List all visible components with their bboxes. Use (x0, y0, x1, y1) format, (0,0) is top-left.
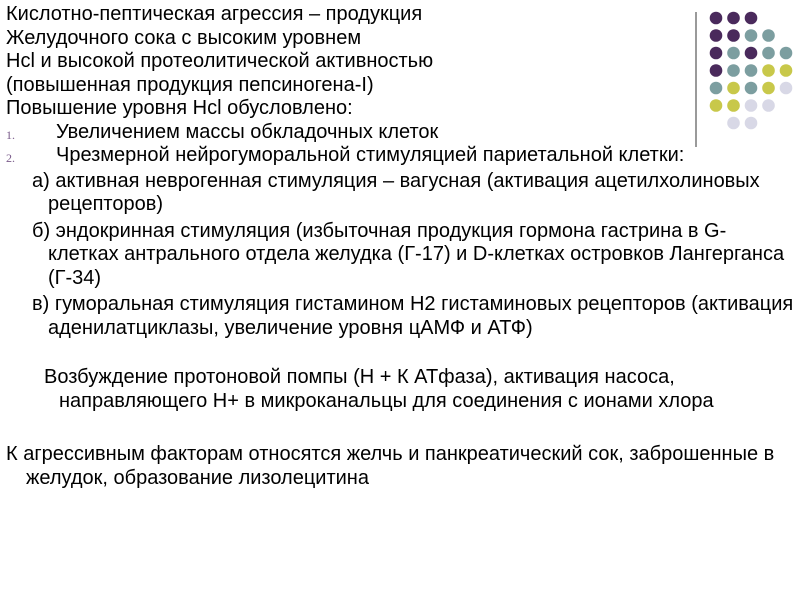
decorative-dot (780, 64, 793, 77)
list-number: 1. (6, 127, 15, 142)
intro-line: (повышенная продукция пепсиногена-I) (6, 73, 374, 96)
decorative-dot (710, 47, 723, 60)
list-number: 2. (6, 151, 15, 165)
decorative-dot (762, 47, 775, 60)
list-item-text: Увеличением массы обкладочных клеток (56, 120, 439, 143)
proton-pump-paragraph: Возбуждение протоновой помпы (Н + К АТфаза), активация насоса, направляющего Н+ в микроканальцы для соединения с ионами хлора (44, 366, 714, 412)
intro-line: Hcl и высокой протеолитической активностью (6, 50, 434, 72)
decorative-dot (710, 99, 723, 112)
sub-item-a: а) активная неврогенная стимуляция – вагусная (активация ацетилхолиновых рецепторов) (32, 169, 760, 215)
decorative-dot (762, 99, 775, 112)
decorative-dot (745, 99, 758, 112)
decorative-dot (727, 82, 740, 95)
decorative-dot (762, 29, 775, 42)
decorative-dot (727, 99, 740, 112)
decorative-dot (762, 64, 775, 77)
decorative-dot (710, 29, 723, 42)
decorative-dot (762, 82, 775, 95)
decorative-dot (780, 47, 793, 60)
decorative-dot (745, 64, 758, 77)
decorative-dot (710, 64, 723, 77)
sub-item-b: б) эндокринная стимуляция (избыточная продукция гормона гастрина в G-клетках антрального отдела желудка (Г-17) и D-клетках островков Лангерганса (Г-34) (32, 219, 785, 289)
decorative-dot (727, 47, 740, 60)
decorative-dot (710, 12, 723, 25)
decorative-dot (727, 64, 740, 77)
intro-line: Желудочного сока с высоким уровнем (6, 26, 362, 49)
intro-line: Повышение уровня Hcl обусловлено: (6, 97, 353, 119)
intro-line: Кислотно-пептическая агрессия – продукция (6, 3, 423, 25)
list-item-text: Чрезмерной нейрогуморальной стимуляцией париетальной клетки: (56, 144, 685, 166)
decorative-dot (727, 29, 740, 42)
decorative-dot (727, 117, 740, 130)
decorative-dot (710, 82, 723, 95)
decorative-dot (727, 12, 740, 25)
decorative-dot (780, 82, 793, 95)
aggressive-factors-paragraph: К агрессивным факторам относятся желчь и панкреатический сок, заброшенные в желудок, образование лизолецитина (6, 443, 775, 489)
sub-item-v: в) гуморальная стимуляция гистамином Н2 гистаминовых рецепторов (активация аденилатциклазы, увеличение уровня цАМФ и АТФ) (32, 293, 794, 339)
decorative-dot (745, 82, 758, 95)
decorative-dot (745, 12, 758, 25)
decorative-dot (745, 117, 758, 130)
decorative-dot (745, 47, 758, 60)
decorative-dot (745, 29, 758, 42)
